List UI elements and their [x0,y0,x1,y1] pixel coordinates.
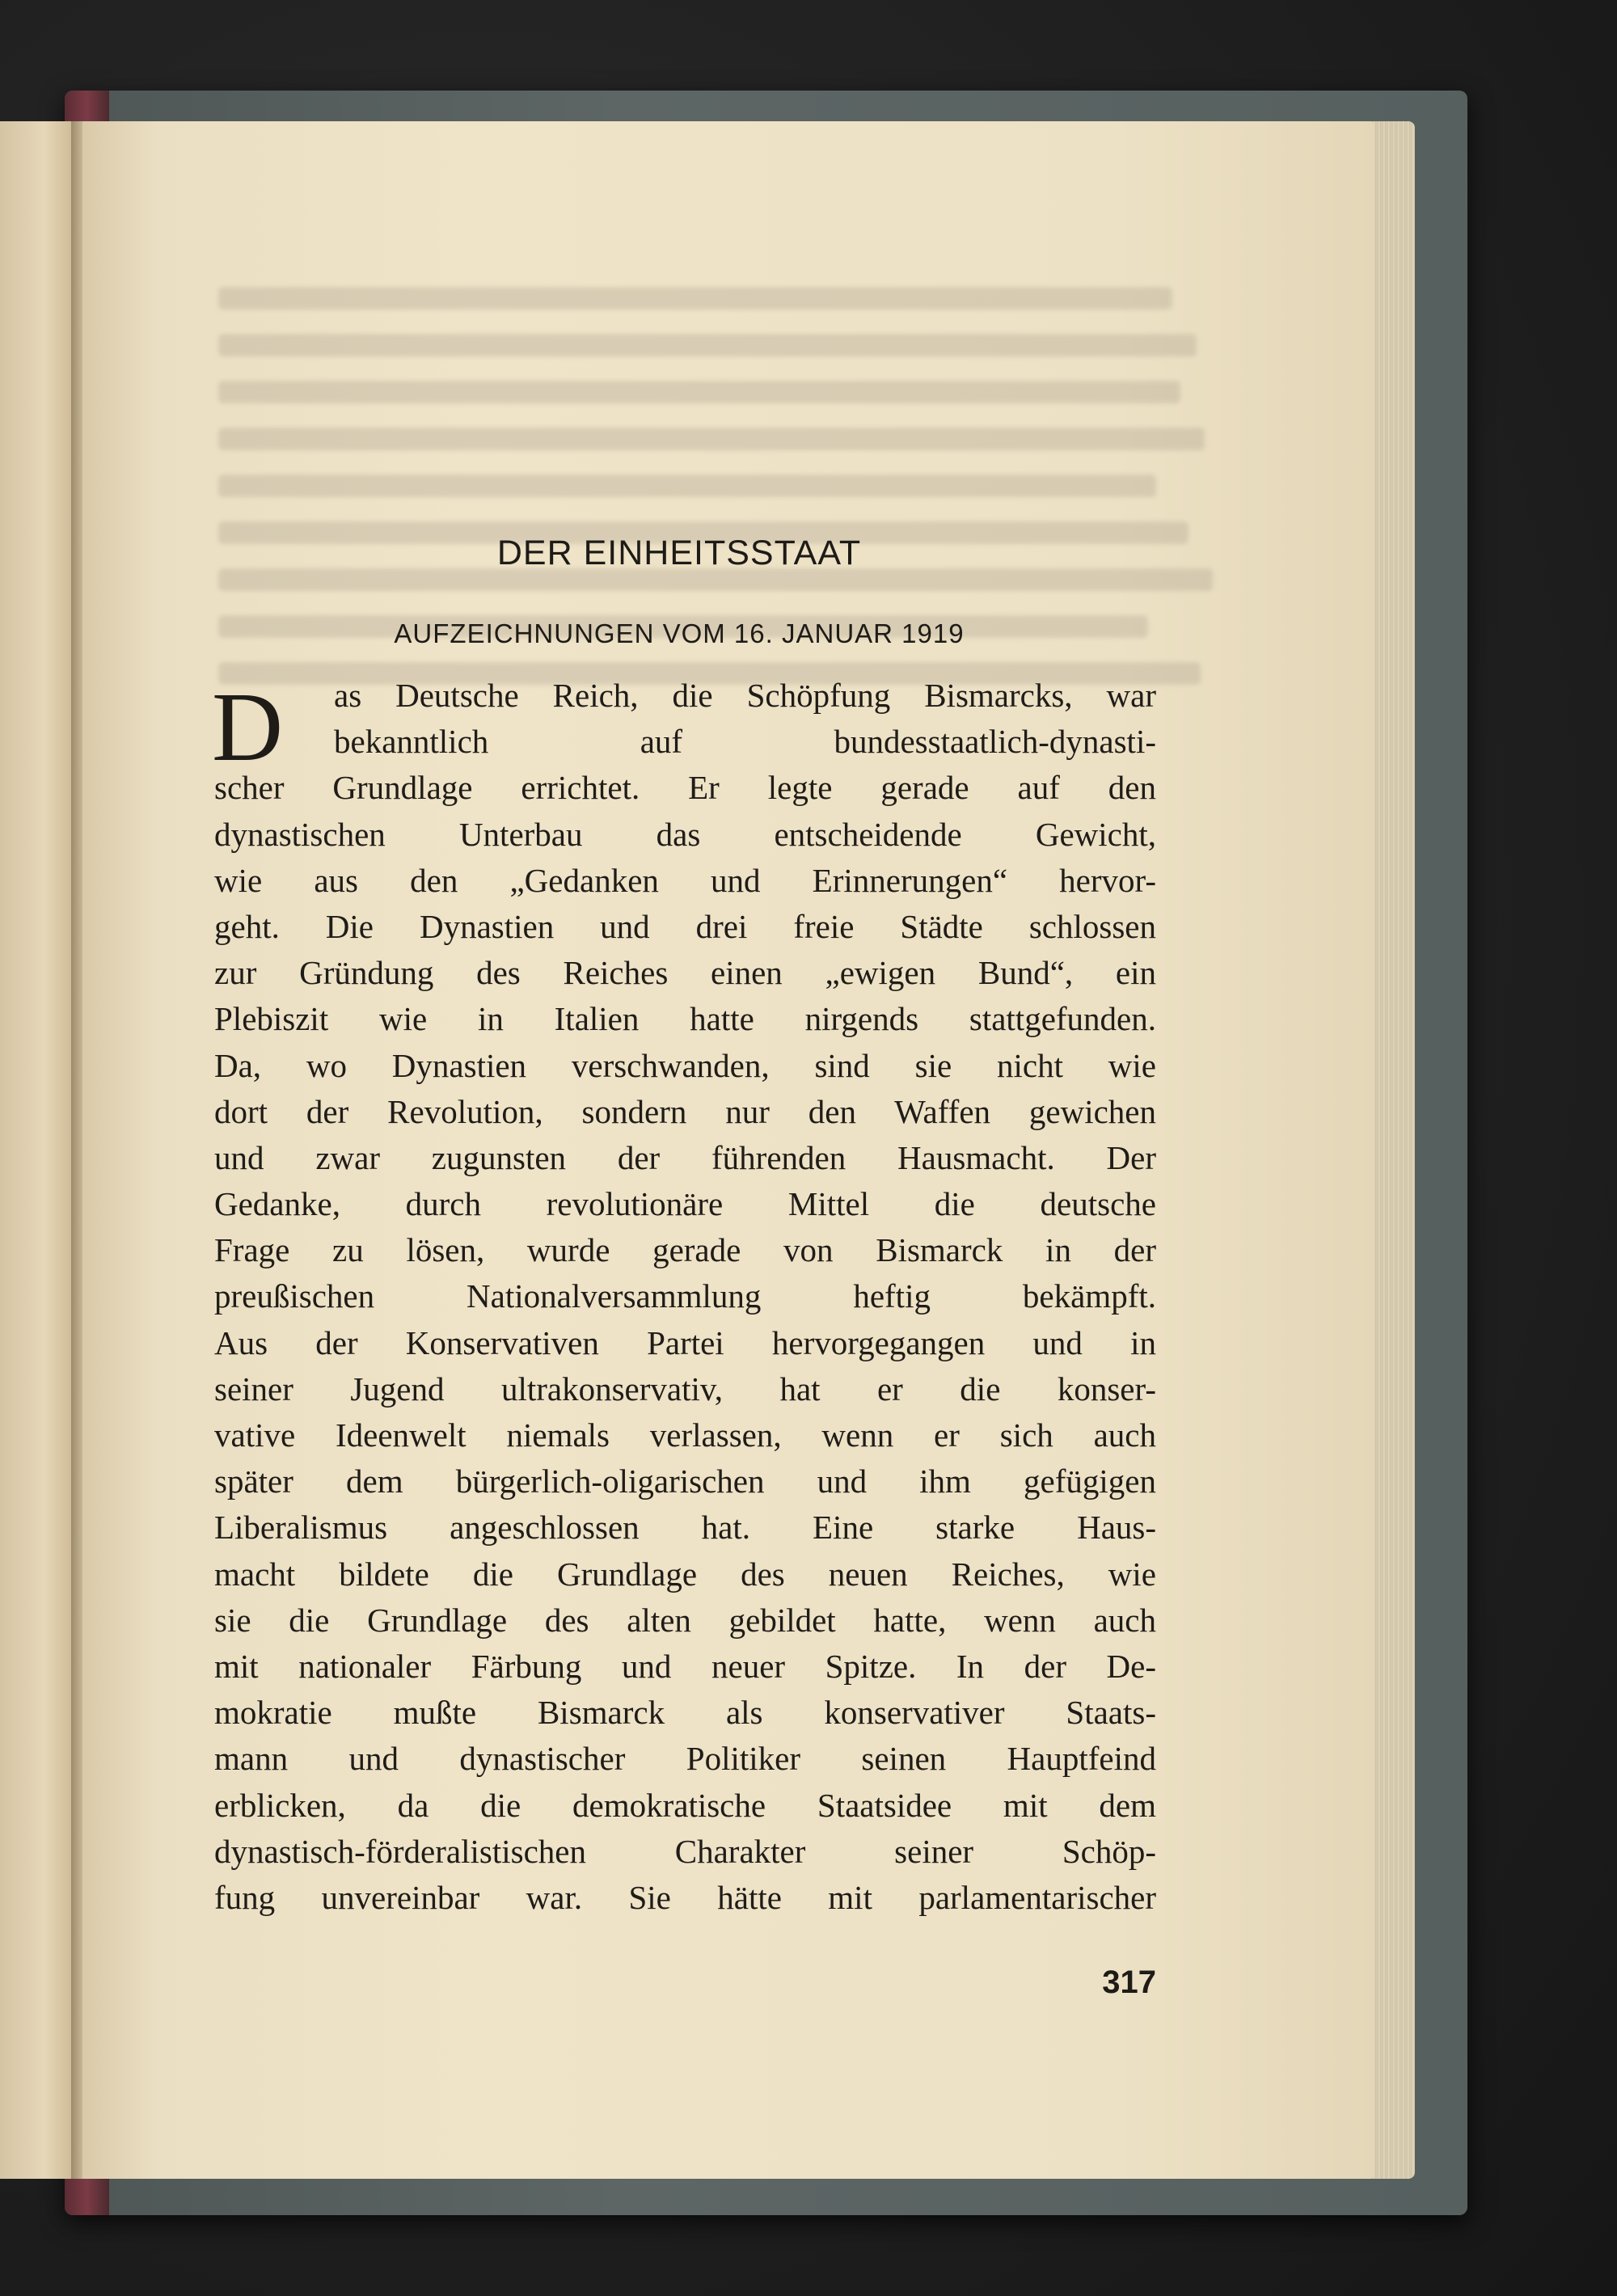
text-line: seiner Jugend ultrakonservativ, hat er die konser- [214,1370,1156,1408]
text-line: dynastisch-förderalistischen Charakter seiner Schöp- [214,1832,1156,1870]
text-line: und zwar zugunsten der führenden Hausmacht. Der [214,1138,1156,1176]
text-line: scher Grundlage errichtet. Er legte gerade auf den [214,769,1156,807]
text-line: geht. Die Dynastien und drei freie Städte schlossen [214,907,1156,945]
text-line: mokratie mußte Bismarck als konservativer Staats- [214,1694,1156,1732]
text-line: Frage zu lösen, wurde gerade von Bismarck in der [214,1231,1156,1269]
text-line: später dem bürgerlich-oligarischen und ihm gefügigen [214,1462,1156,1500]
book-gutter [71,121,82,2179]
text-line: preußischen Nationalversammlung heftig bekämpft. [214,1277,1156,1315]
text-line: sie die Grundlage des alten gebildet hatte, wenn auch [214,1601,1156,1639]
text-line: Liberalismus angeschlossen hat. Eine starke Haus- [214,1509,1156,1547]
chapter-title: DER EINHEITSSTAAT [496,534,862,572]
text-line: bekanntlich auf bundesstaatlich-dynasti- [334,723,1156,761]
chapter-subtitle: AUFZEICHNUNGEN VOM 16. JANUAR 1919 [394,618,965,648]
text-line: dort der Revolution, sondern nur den Waffen gewichen [214,1092,1156,1130]
text-line: as Deutsche Reich, die Schöpfung Bismarcks, war [334,677,1156,714]
text-line: vative Ideenwelt niemals verlassen, wenn er sich auch [214,1416,1156,1454]
body-text [214,673,1156,1921]
page-number: 317 [1102,1965,1156,2000]
left-page-edge [0,121,74,2179]
text-line: mann und dynastischer Politiker seinen Hauptfeind [214,1740,1156,1778]
text-line: mit nationaler Färbung und neuer Spitze. In der De- [214,1647,1156,1685]
text-line: Plebiszit wie in Italien hatte nirgends stattgefunden. [214,1000,1156,1038]
text-line: macht bildete die Grundlage des neuen Reiches, wie [214,1555,1156,1593]
drop-cap: D [212,673,284,782]
text-line: fung unvereinbar war. Sie hätte mit parlamentarischer [214,1878,1156,1916]
text-line: zur Gründung des Reiches einen „ewigen Bund“, ein [214,954,1156,992]
text-line: erblicken, da die demokratische Staatsidee mit dem [214,1786,1156,1824]
text-line: wie aus den „Gedanken und Erinnerungen“ hervor- [214,861,1156,899]
text-line: Da, wo Dynastien verschwanden, sind sie nicht wie [214,1046,1156,1084]
text-line: Gedanke, durch revolutionäre Mittel die deutsche [214,1185,1156,1223]
text-line: dynastischen Unterbau das entscheidende Gewicht, [214,815,1156,853]
text-line: Aus der Konservativen Partei hervorgegangen und in [214,1323,1156,1361]
